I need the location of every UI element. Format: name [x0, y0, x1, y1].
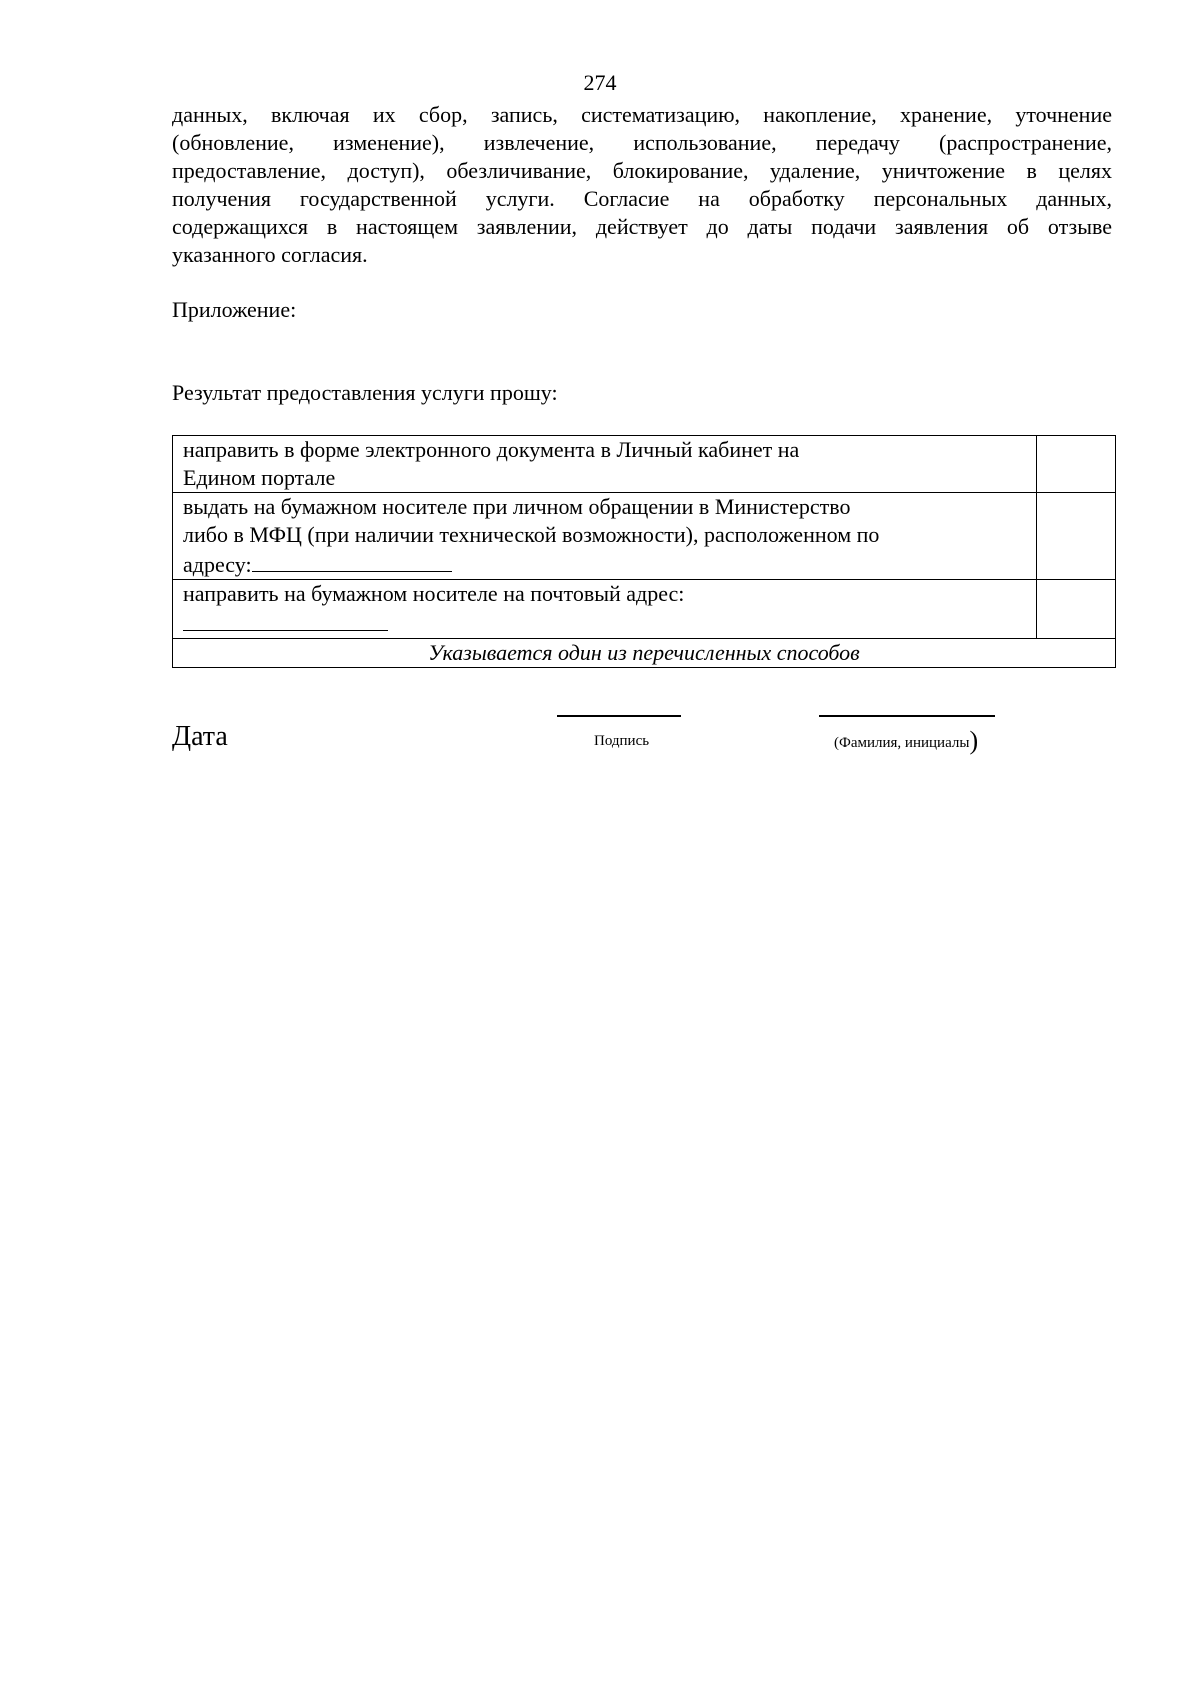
option-note-row [173, 639, 1116, 668]
appendix-label: Приложение: [172, 297, 297, 322]
option-text [173, 436, 1037, 493]
option-line: Едином портале [183, 465, 336, 490]
postal-address-blank-field[interactable] [183, 608, 388, 631]
option-checkbox-cell[interactable] [1037, 580, 1116, 639]
paragraph-line: получения государственной услуги. Согласие на обработку персональных данных, [172, 186, 1112, 211]
name-line[interactable] [819, 715, 995, 717]
signature-caption: Подпись [594, 733, 650, 749]
option-line: либо в МФЦ (при наличии технической возможности), расположенном по [183, 522, 880, 547]
option-row-postal [173, 580, 1116, 639]
option-note: Указывается один из перечисленных способов [173, 639, 1116, 668]
paragraph-line: содержащихся в настоящем заявлении, действует до даты подачи заявления об отзыве [172, 214, 1112, 239]
paragraph-line: предоставление, доступ), обезличивание, блокирование, удаление, уничтожение в целях [172, 158, 1112, 183]
result-options-table [172, 435, 1116, 668]
option-line: выдать на бумажном носителе при личном обращении в Министерство [183, 494, 851, 519]
address-blank-field[interactable] [252, 549, 452, 572]
option-checkbox-cell[interactable] [1037, 436, 1116, 493]
name-caption-close: ) [969, 726, 979, 755]
consent-paragraph [172, 101, 1112, 269]
page-number: 274 [583, 70, 617, 95]
paragraph-line: (обновление, изменение), извлечение, использование, передачу (распространение, [172, 130, 1112, 155]
address-label: адресу: [183, 552, 252, 577]
option-line: направить на бумажном носителе на почтовый адрес: [183, 581, 685, 606]
option-line: направить в форме электронного документа в Личный кабинет на [183, 437, 800, 462]
option-text [173, 580, 1037, 639]
option-row-paper-in-person [173, 493, 1116, 580]
name-caption-text: (Фамилия, инициалы [834, 735, 970, 751]
option-row-personal-cabinet [173, 436, 1116, 493]
name-caption [834, 726, 979, 755]
paragraph-line: данных, включая их сбор, запись, систематизацию, накопление, хранение, уточнение [172, 102, 1112, 127]
paragraph-line: указанного согласия. [172, 242, 368, 267]
date-label: Дата [172, 721, 228, 752]
postal-address-line [183, 608, 1026, 638]
option-line-address [183, 549, 1026, 579]
result-method-label: Результат предоставления услуги прошу: [172, 380, 558, 405]
signature-line[interactable] [557, 715, 681, 717]
option-checkbox-cell[interactable] [1037, 493, 1116, 580]
option-text [173, 493, 1037, 580]
